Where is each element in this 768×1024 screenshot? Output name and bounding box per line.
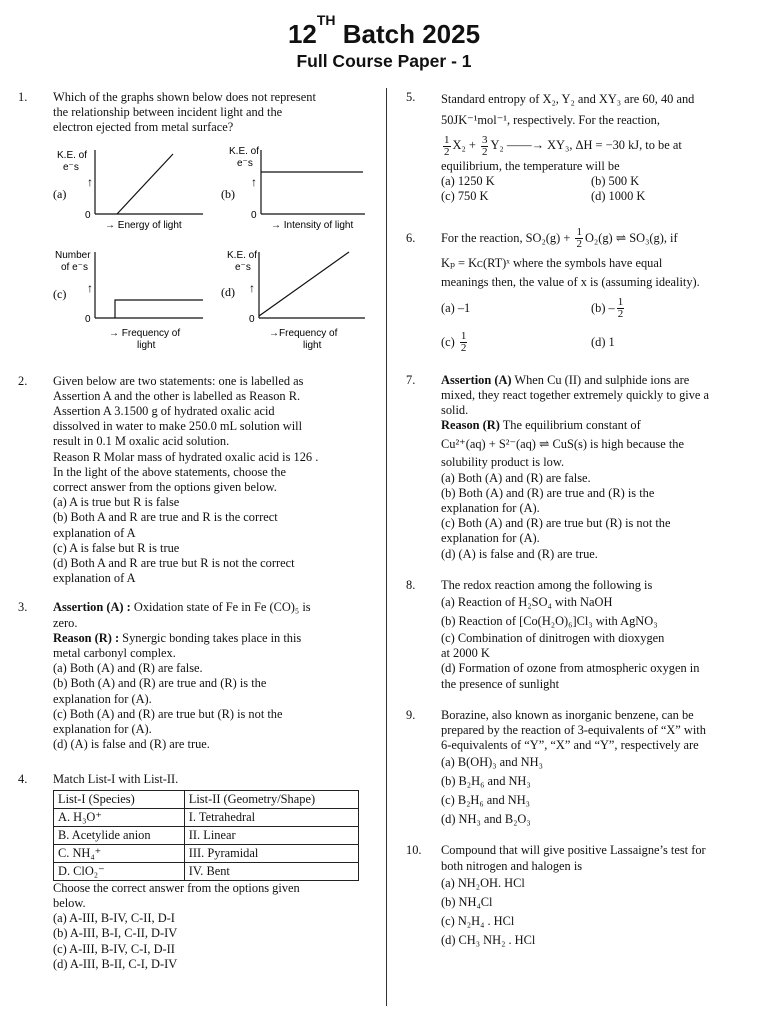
question-text: the relationship between incident light and the [53, 105, 283, 120]
reason-line: Reason (R) : Synergic bonding takes place in this [53, 630, 302, 645]
graph-b-ylabel: K.E. of [229, 145, 260, 157]
option-text: (a) A-III, B-IV, C-II, D-I [53, 911, 175, 926]
question-number: 1. [18, 90, 28, 104]
question-number: 8. [406, 577, 416, 592]
question-number: 5. [406, 90, 416, 104]
option-text: (c) B₂H₆ and NH₃ [441, 793, 531, 808]
table-header: List-II (Geometry/Shape) [184, 790, 358, 808]
option-text: (a) Both (A) and (R) are false. [53, 661, 203, 676]
option-text: (b) A-III, B-I, C-II, D-IV [53, 926, 178, 941]
question-text: mixed, they react together extremely quickly to give a [441, 387, 710, 402]
graph-d-arrow: ↑ [249, 280, 255, 295]
question-text: Which of the graphs shown below does not represent [53, 90, 316, 104]
option-text: (a) NH₂OH. HCl [441, 875, 525, 890]
graph-b-origin: 0 [251, 209, 257, 221]
question-text: Choose the correct answer from the options given [53, 880, 300, 895]
option-text: (d) (A) is false and (R) are true. [53, 737, 210, 752]
graph-c-xlabel2: light [137, 339, 156, 351]
question-text: Assertion A 3.1500 g of hydrated oxalic acid [53, 404, 275, 419]
question-number: 3. [18, 600, 28, 615]
option-text: explanation for (A). [53, 722, 152, 737]
question-text: electron ejected from metal surface? [53, 120, 234, 135]
question-text: The redox reaction among the following is [441, 577, 653, 592]
option-text: (a) Reaction of H₂SO₄ with NaOH [441, 595, 613, 610]
option-text: (a) Both (A) and (R) are false. [441, 470, 591, 485]
option-text: (d) (A) is false and (R) are true. [441, 546, 598, 561]
option-text: (b) B₂H₆ and NH₃ [441, 774, 531, 789]
option-text: (c) Combination of dinitrogen with dioxygen [441, 631, 665, 646]
option-text: (c) A is false but R is true [53, 540, 180, 555]
question-number: 7. [406, 372, 416, 387]
options-grid [441, 174, 754, 204]
question-5 [406, 90, 754, 205]
match-table [53, 790, 359, 881]
assertion-line: zero. [53, 615, 78, 630]
question-text: solid. [441, 403, 469, 418]
question-text: Given below are two statements: one is labelled as [53, 373, 304, 388]
option-text: (c) Both (A) and (R) are true but (R) is not the [441, 516, 671, 531]
option-text: (a) –1 [441, 300, 471, 315]
graph-c-tag: (c) [53, 286, 67, 301]
option-text: (a) 1250 K [441, 174, 495, 189]
question-text: Assertion A and the other is labelled as Reason R. [53, 388, 301, 403]
table-row [54, 844, 359, 862]
option-text: explanation for (A). [441, 501, 540, 516]
graph-d-origin: 0 [249, 313, 255, 325]
question-number: 10. [406, 843, 422, 858]
question-text: Match List-I with List-II. [53, 772, 179, 787]
option-text: (c) 750 K [441, 189, 489, 204]
question-text: Borazine, also known as inorganic benzene, can be [441, 707, 694, 722]
graph-a-ylabel: K.E. of [57, 149, 88, 161]
option-text: (d) Both A and R are true but R is not the correct [53, 556, 295, 571]
fraction: $\frac{1}{2}$ [576, 226, 582, 251]
reaction-equation: For the reaction, SO₂(g) + $\frac{1}{2}$ O₂(g) ⇌ SO₃(g), if [441, 226, 678, 251]
graph-d-xlabel: →Frequency of [269, 327, 338, 339]
question-3 [18, 600, 368, 752]
graph-c-origin: 0 [85, 313, 91, 325]
option-text: (b) Both A and R are true and R is the correct [53, 510, 278, 525]
graph-b-arrow: ↑ [251, 174, 257, 189]
graph-a-tag: (a) [53, 186, 67, 201]
right-column [406, 90, 754, 950]
paper-header [0, 12, 768, 72]
option-text: (d) 1 [591, 334, 615, 349]
option-text: explanation for (A). [53, 691, 152, 706]
option-text: the presence of sunlight [441, 676, 560, 691]
reaction-equation: Cu²⁺(aq) + S²⁻(aq) ⇌ CuS(s) is high because the [441, 437, 684, 452]
question-text: both nitrogen and halogen is [441, 858, 583, 873]
question-8 [406, 578, 754, 692]
option-text: (c) Both (A) and (R) are true but (R) is not the [53, 706, 283, 721]
option-text: explanation of A [53, 525, 136, 540]
fraction: $\frac{3}{2}$ [481, 133, 488, 158]
graph-a [53, 150, 203, 231]
option-text: (a) A is true but R is false [53, 495, 180, 510]
table-cell: A. H₃O⁺ [54, 808, 185, 826]
graph-b-xlabel: → Intensity of light [271, 219, 354, 231]
question-2 [18, 374, 368, 587]
option-text: (a) B(OH)₃ and NH₃ [441, 755, 543, 770]
graph-d-ylabel2: e⁻s [235, 261, 251, 273]
table-row [54, 826, 359, 844]
question-text: Reason R Molar mass of hydrated oxalic acid is 126 . [53, 449, 319, 464]
table-cell: I. Tetrahedral [184, 808, 358, 826]
option-text: (c) A-III, B-IV, C-I, D-II [53, 941, 175, 956]
table-header: List-I (Species) [54, 790, 185, 808]
question-7 [406, 373, 754, 562]
option-text: explanation of A [53, 571, 136, 586]
option-text: explanation for (A). [441, 531, 540, 546]
graph-c-arrow: ↑ [87, 280, 93, 295]
option-text: (b) Both (A) and (R) are true and (R) is the [53, 676, 267, 691]
table-cell: D. ClO₂⁻ [54, 862, 185, 880]
graph-b-tag: (b) [221, 186, 235, 201]
table-cell: C. NH₄⁺ [54, 844, 185, 862]
question-1 [18, 90, 368, 360]
graph-c-line [115, 300, 203, 318]
question-text: Kₚ = Kᴄ(RT)ˣ where the symbols have equal [441, 255, 663, 270]
question-number: 9. [406, 707, 416, 722]
question-text: In the light of the above statements, choose the [53, 464, 286, 479]
question-text: 6-equivalents of “Y”, “X” and “Y”, respectively are [441, 738, 699, 753]
option-text: (d) Formation of ozone from atmospheric oxygen in [441, 661, 700, 676]
graph-c-ylabel2: of e⁻s [61, 261, 88, 273]
column-divider [386, 88, 387, 1006]
graph-b [221, 146, 365, 231]
option-text: (c) $\frac{1}{2}$ [441, 330, 467, 355]
graph-a-line [117, 154, 173, 214]
paper-subtitle: Full Course Paper - 1 [296, 51, 472, 71]
question-text: solubility product is low. [441, 455, 565, 470]
table-row [54, 808, 359, 826]
option-text: (c) N₂H₄ . HCl [441, 913, 515, 928]
question-text: below. [53, 895, 86, 910]
option-text: (b) Both (A) and (R) are true and (R) is the [441, 485, 655, 500]
table-header-row [54, 790, 359, 808]
graph-c-ylabel: Number [55, 249, 91, 261]
graph-c [53, 250, 203, 351]
assertion-line: Assertion (A) : Oxidation state of Fe in Fe (CO)₅ is [53, 600, 311, 615]
option-text: (b) NH₄Cl [441, 894, 493, 909]
table-cell: IV. Bent [184, 862, 358, 880]
batch-title: 12TH Batch 2025 [287, 12, 481, 49]
graph-c-xlabel: → Frequency of [109, 327, 181, 339]
question-text: result in 0.1 M oxalic acid solution. [53, 434, 230, 449]
question-4 [18, 772, 368, 971]
photoelectric-graphs [53, 142, 369, 360]
graph-a-ylabel2: e⁻s [63, 161, 79, 173]
reason-line: Reason (R) The equilibrium constant of [441, 418, 641, 433]
question-10 [406, 843, 754, 949]
table-cell: III. Pyramidal [184, 844, 358, 862]
graph-a-arrow: ↑ [87, 174, 93, 189]
table-cell: B. Acetylide anion [54, 826, 185, 844]
option-text: at 2000 K [441, 646, 490, 661]
assertion-line: Assertion (A) When Cu (II) and sulphide ions are [441, 372, 690, 387]
question-6 [406, 223, 754, 359]
option-text: (b) – $\frac{1}{2}$ [591, 296, 624, 321]
option-text: (b) Reaction of [Co(H₂O)₆]Cl₃ with AgNO₃ [441, 614, 658, 629]
option-text: (d) NH₃ and B₂O₃ [441, 812, 531, 827]
option-text: (d) A-III, B-II, C-I, D-IV [53, 956, 178, 971]
left-column [18, 90, 368, 972]
question-number: 4. [18, 772, 28, 787]
question-text: meanings then, the value of x is (assuming ideality). [441, 274, 700, 289]
table-cell: II. Linear [184, 826, 358, 844]
options-grid [441, 291, 754, 359]
fraction: $\frac{1}{2}$ [444, 133, 450, 158]
question-text: Compound that will give positive Lassaigne’s test for [441, 843, 706, 858]
question-text: prepared by the reaction of 3-equivalents of “X” with [441, 723, 706, 738]
graph-a-xlabel: → Energy of light [105, 219, 182, 231]
graph-d-tag: (d) [221, 284, 235, 299]
question-text: metal carbonyl complex. [53, 646, 176, 661]
option-text: (b) 500 K [591, 174, 640, 189]
question-9 [406, 708, 754, 830]
graph-b-ylabel2: e⁻s [237, 157, 253, 169]
question-text: equilibrium, the temperature will be [441, 159, 620, 173]
graph-a-origin: 0 [85, 209, 91, 221]
option-text: (d) CH₃ NH₂ . HCl [441, 932, 536, 947]
graph-d-ylabel: K.E. of [227, 249, 258, 261]
table-row [54, 862, 359, 880]
question-text: Standard entropy of X₂, Y₂ and XY₃ are 60, 40 and [441, 92, 695, 106]
question-text: 50JK⁻¹mol⁻¹, respectively. For the reaction, [441, 113, 660, 127]
question-number: 6. [406, 230, 416, 245]
graph-d-line [259, 252, 349, 316]
question-text: dissolved in water to make 250.0 mL solution will [53, 419, 303, 434]
graph-d [221, 250, 365, 351]
question-number: 2. [18, 373, 28, 388]
fraction: $\frac{1}{2}$ [460, 330, 467, 355]
graph-d-xlabel2: light [303, 339, 322, 351]
question-text: correct answer from the options given below. [53, 480, 277, 495]
fraction: $\frac{1}{2}$ [617, 296, 624, 321]
reaction-equation: $\frac{1}{2}$ X₂ + $\frac{3}{2}$ Y₂ ——→ XY₃, ΔH = −30 kJ, to be at [444, 133, 682, 158]
option-text: (d) 1000 K [591, 189, 646, 204]
